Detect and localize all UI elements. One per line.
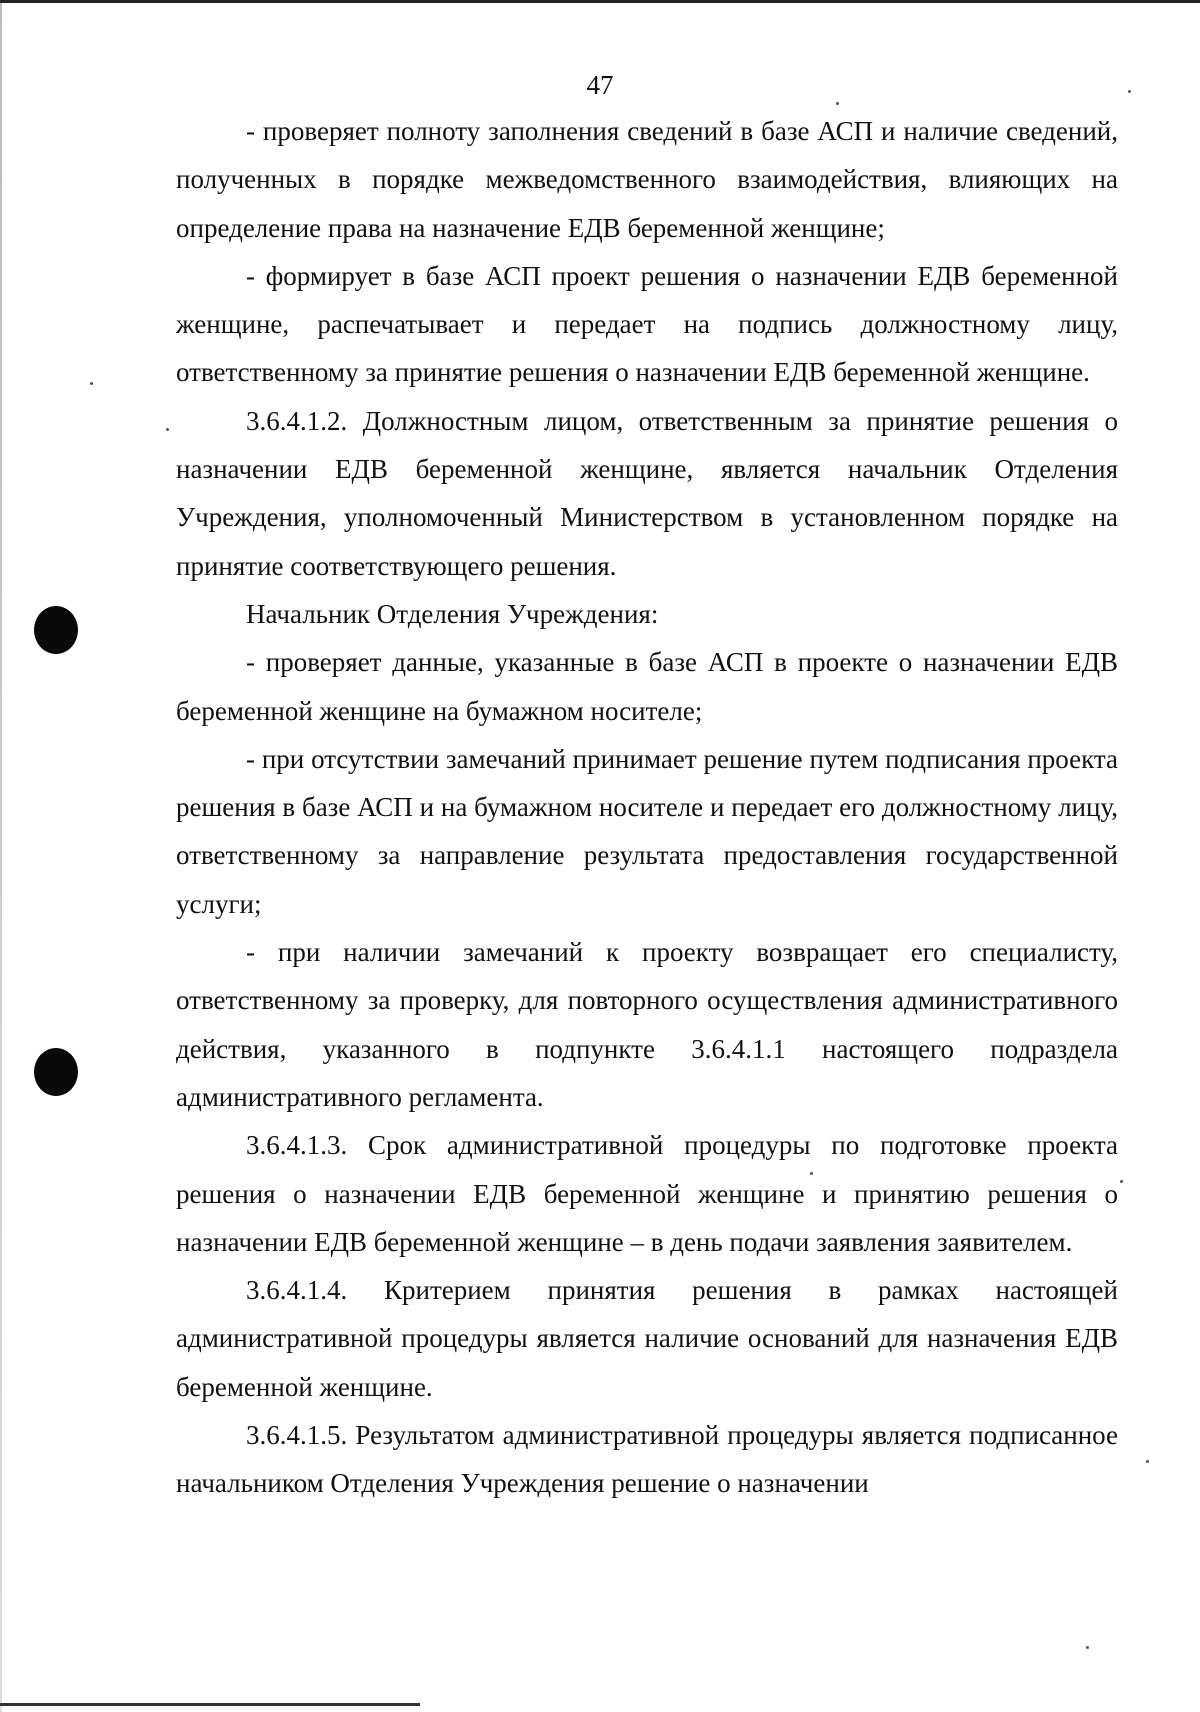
paragraph: 3.6.4.1.5. Результатом административной процедуры является подписанное начальником Отделения Учреждения решение о назначении — [176, 1420, 1118, 1499]
paragraph: - при наличии замечаний к проекту возвращает его специалисту, ответственному за проверку, для повторного осуществления административного действия, указанного в подпункте 3.6.4.1.1 настоящего подраздела административного регламента. — [176, 937, 1118, 1112]
paragraph: 3.6.4.1.4. Критерием принятия решения в рамках настоящей административной процедуры является наличие оснований для назначения ЕДВ беременной женщине. — [176, 1275, 1118, 1402]
paragraph: Начальник Отделения Учреждения: — [246, 598, 659, 629]
page-number: 47 — [586, 70, 614, 100]
scan-speck — [836, 102, 839, 105]
paragraph: 3.6.4.1.2. Должностным лицом, ответственным за принятие решения о назначении ЕДВ беременной женщине, является начальник Отделения Учреждения, уполномоченный Министерством в установленном порядке на принятие соответствующего решения. — [176, 405, 1118, 581]
scan-speck — [1120, 1180, 1123, 1183]
scan-bottom-rule — [0, 1703, 420, 1706]
paragraph: - формирует в базе АСП проект решения о назначении ЕДВ беременной женщине, распечатывает и передает на подпись должностному лицу, ответственному за принятие решения о назначении ЕДВ беременной женщине. — [176, 260, 1118, 388]
scan-speck — [1146, 1460, 1149, 1463]
scan-speck — [1086, 1646, 1089, 1649]
body-text — [176, 107, 1118, 1508]
scan-top-rule — [0, 0, 1200, 3]
scan-speck — [90, 382, 93, 385]
paragraph: - проверяет полноту заполнения сведений в базе АСП и наличие сведений, полученных в порядке межведомственного взаимодействия, влияющих на определение права на назначение ЕДВ беременной женщине; — [176, 116, 1118, 243]
scan-speck — [166, 428, 169, 431]
paragraph: - проверяет данные, указанные в базе АСП в проекте о назначении ЕДВ беременной женщине на бумажном носителе; — [176, 647, 1118, 726]
binder-hole — [34, 606, 78, 654]
binder-hole — [34, 1048, 78, 1096]
paragraph: - при отсутствии замечаний принимает решение путем подписания проекта решения в базе АСП и на бумажном носителе и передает его должностному лицу, ответственному за направление результата предоставления государственной услуги; — [176, 743, 1118, 919]
scan-left-edge — [0, 0, 2, 1712]
scan-speck — [1128, 90, 1131, 93]
paragraph: 3.6.4.1.3. Срок административной процедуры по подготовке проекта решения о назначении ЕДВ беременной женщине и принятию решения о назначении ЕДВ беременной женщине – в день подачи заявления заявителем. — [176, 1130, 1118, 1257]
